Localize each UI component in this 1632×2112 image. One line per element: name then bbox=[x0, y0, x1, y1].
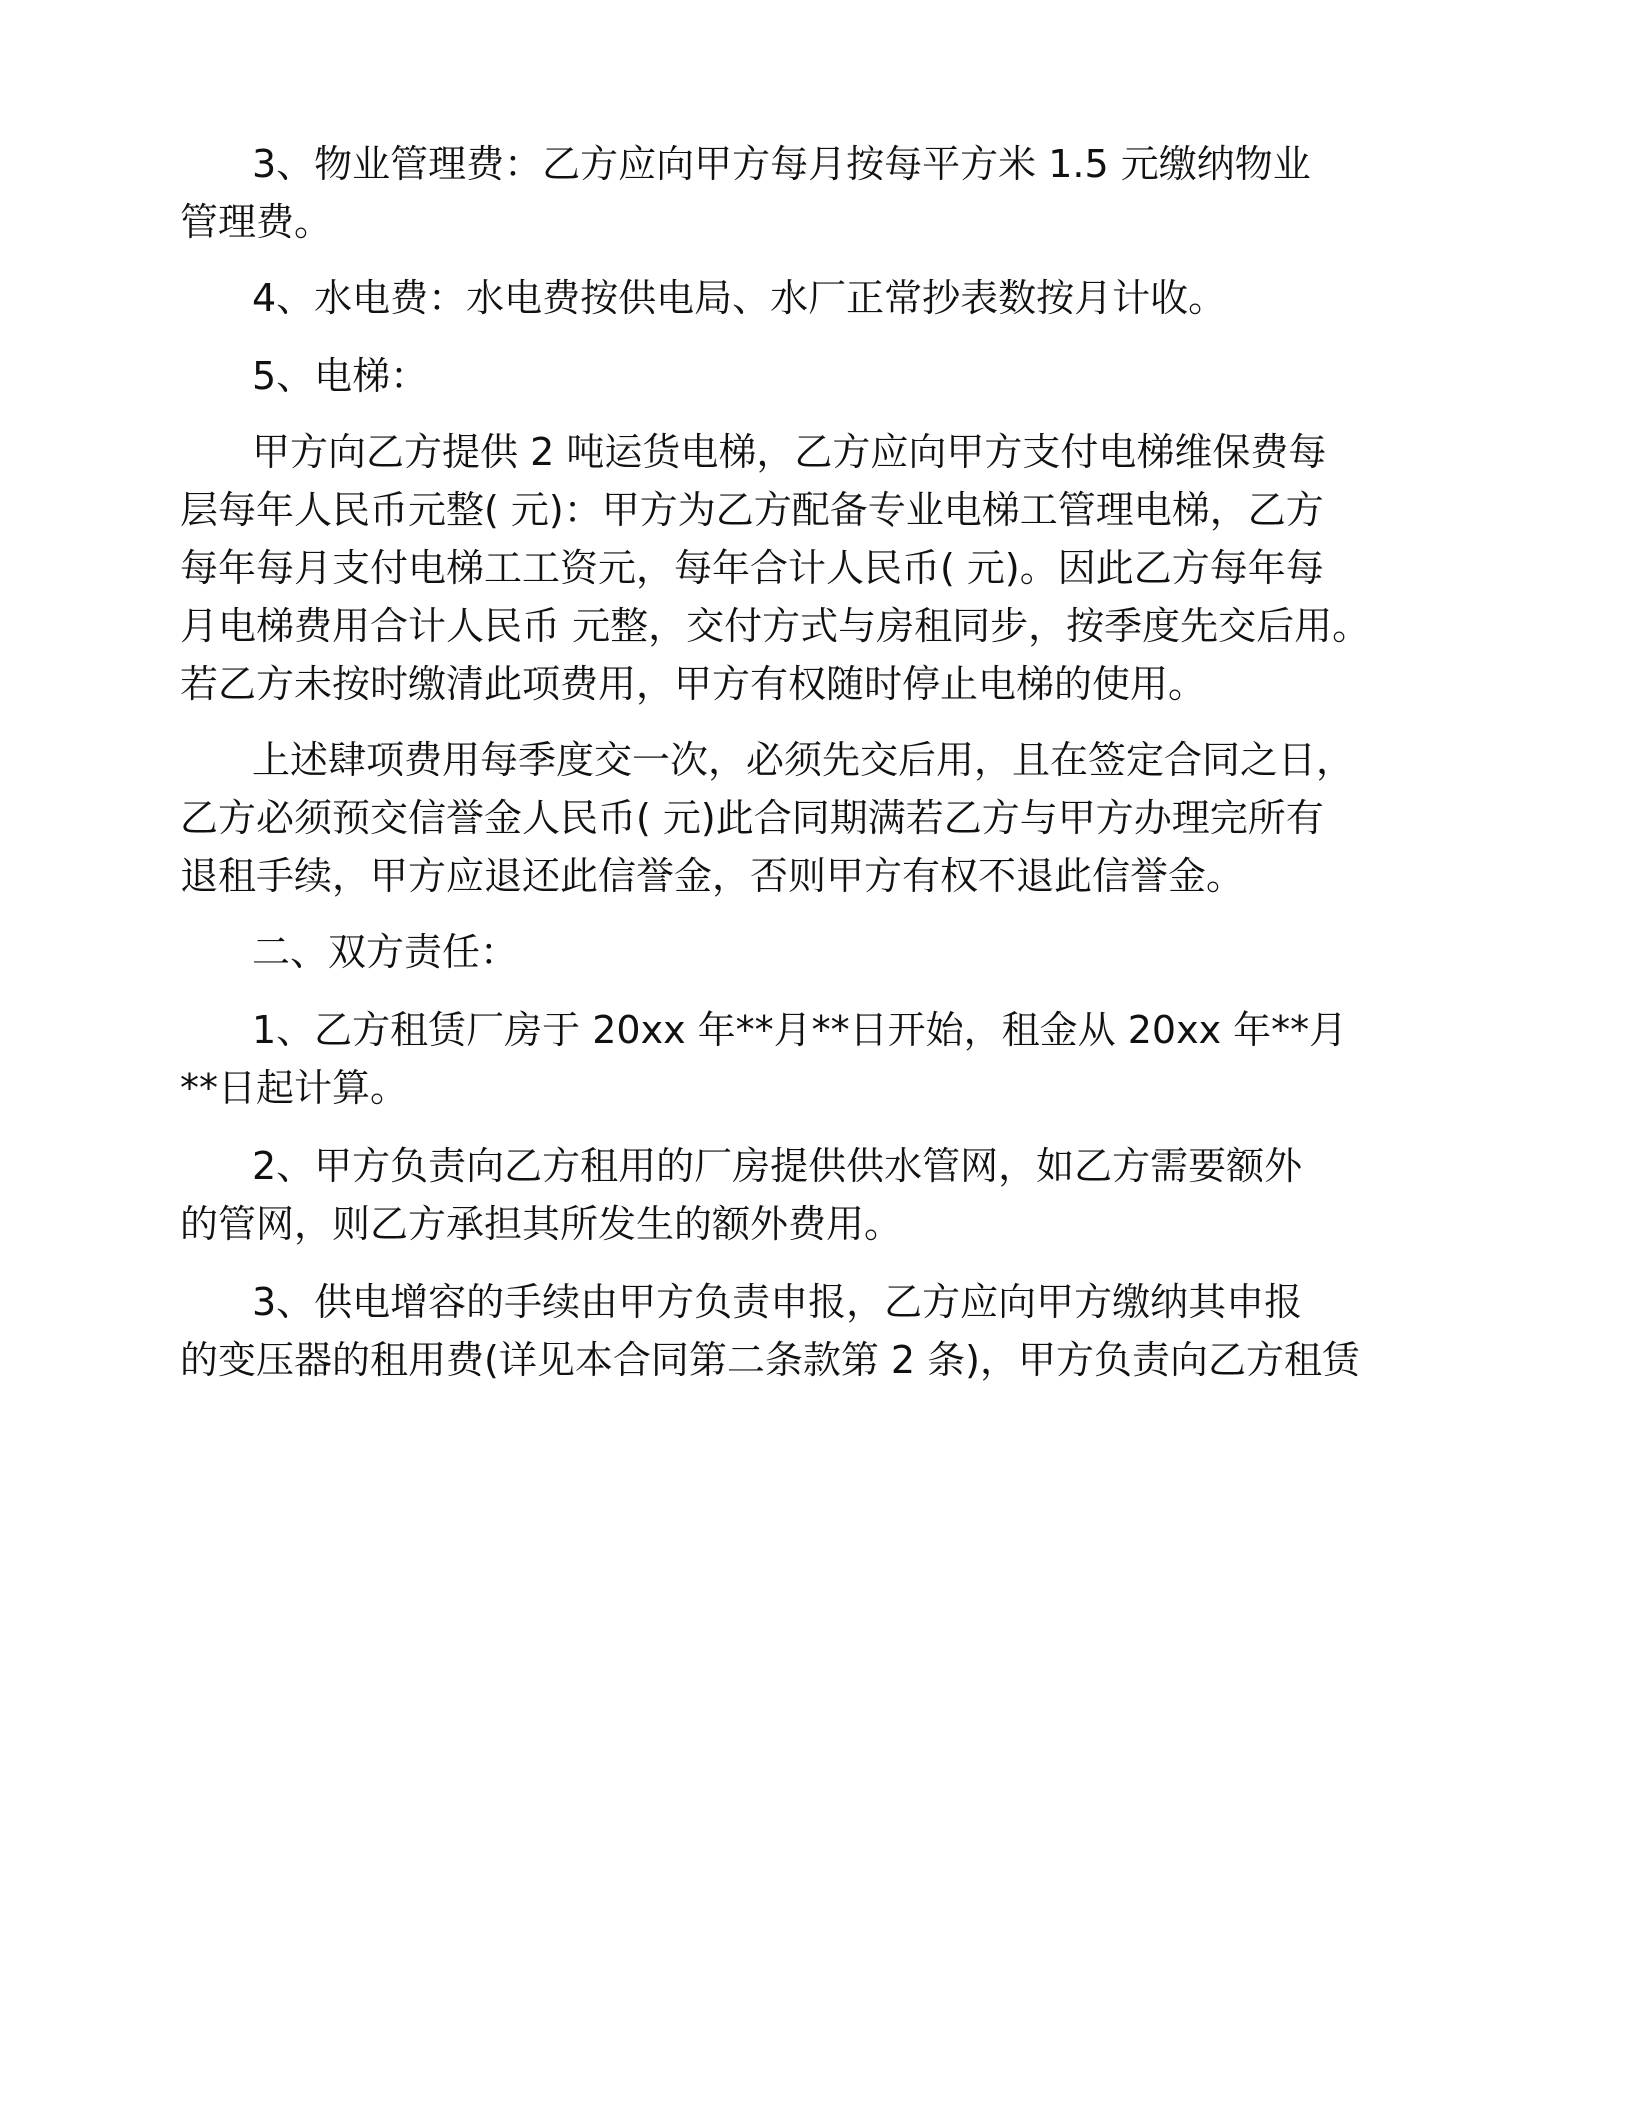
text-line: 的变压器的租用费(详见本合同第二条款第 2 条)，甲方负责向乙方租赁 bbox=[180, 1338, 1360, 1382]
text-line: **日起计算。 bbox=[180, 1066, 409, 1110]
text-line: 3、供电增容的手续由甲方负责申报，乙方应向甲方缴纳其申报 bbox=[252, 1280, 1303, 1324]
text-line: 月电梯费用合计人民币 元整，交付方式与房租同步，按季度先交后用。 bbox=[180, 604, 1371, 648]
text-line: 上述肆项费用每季度交一次，必须先交后用，且在签定合同之日， bbox=[252, 738, 1355, 782]
text-line: 每年每月支付电梯工工资元，每年合计人民币( 元)。因此乙方每年每 bbox=[180, 546, 1324, 590]
text-line: 5、电梯： bbox=[252, 354, 429, 398]
text-line: 管理费。 bbox=[180, 200, 333, 244]
text-line: 2、甲方负责向乙方租用的厂房提供供水管网，如乙方需要额外 bbox=[252, 1144, 1303, 1188]
section-heading: 二、双方责任： bbox=[252, 930, 519, 974]
text-line: 甲方向乙方提供 2 吨运货电梯，乙方应向甲方支付电梯维保费每 bbox=[252, 430, 1327, 474]
text-line: 的管网，则乙方承担其所发生的额外费用。 bbox=[180, 1202, 903, 1246]
text-line: 1、乙方租赁厂房于 20xx 年**月**日开始，租金从 20xx 年**月 bbox=[252, 1008, 1348, 1052]
text-line: 3、物业管理费：乙方应向甲方每月按每平方米 1.5 元缴纳物业 bbox=[252, 142, 1311, 186]
text-line: 退租手续，甲方应退还此信誉金，否则甲方有权不退此信誉金。 bbox=[180, 854, 1245, 898]
text-line: 4、水电费：水电费按供电局、水厂正常抄表数按月计收。 bbox=[252, 276, 1227, 320]
text-line: 乙方必须预交信誉金人民币( 元)此合同期满若乙方与甲方办理完所有 bbox=[180, 796, 1324, 840]
text-line: 若乙方未按时缴清此项费用，甲方有权随时停止电梯的使用。 bbox=[180, 662, 1207, 706]
text-line: 层每年人民币元整( 元)：甲方为乙方配备专业电梯工管理电梯，乙方 bbox=[180, 488, 1324, 532]
